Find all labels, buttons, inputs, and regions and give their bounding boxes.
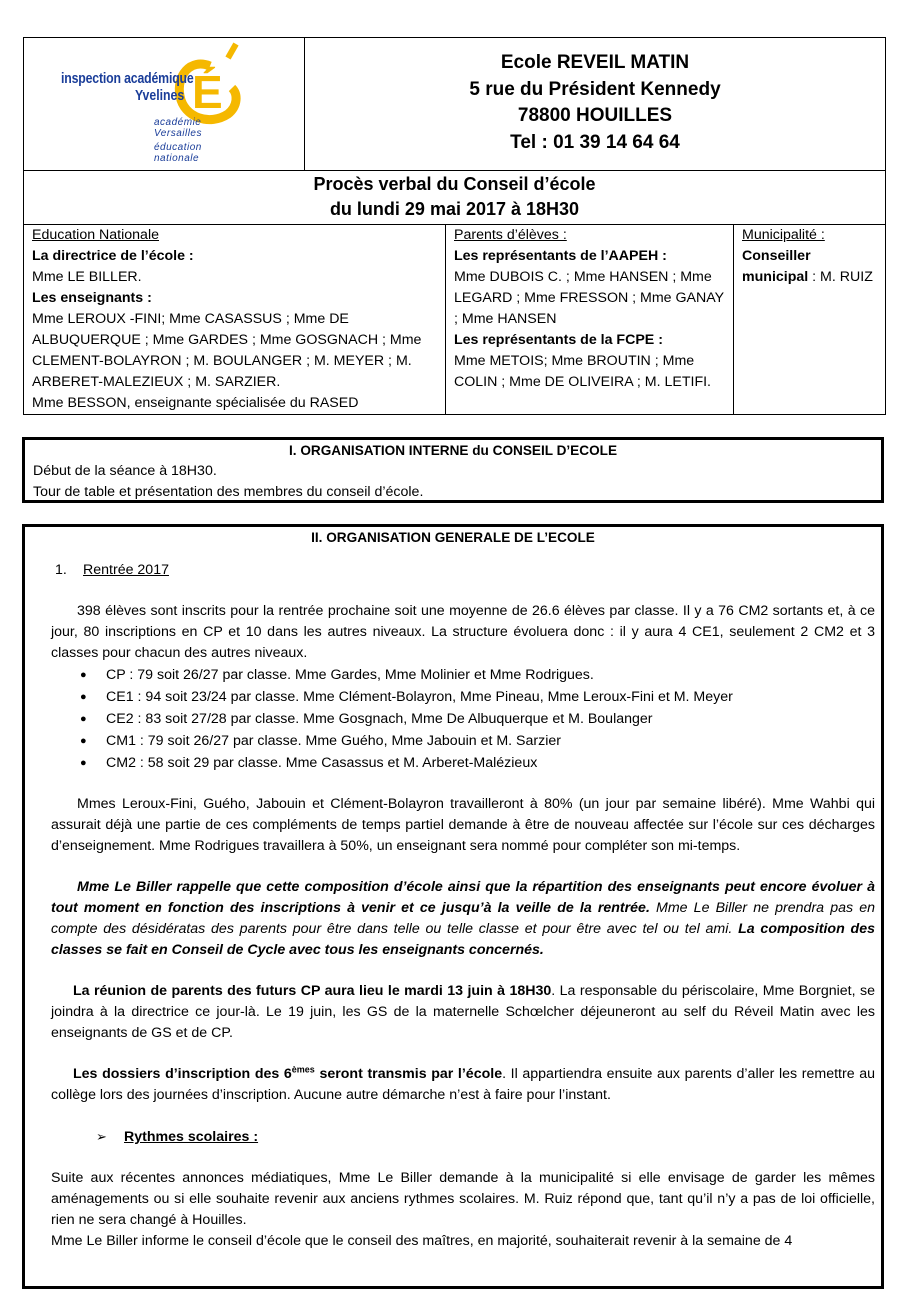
municipality-column — [734, 225, 886, 415]
parents-column — [446, 225, 734, 415]
paragraph-composition — [51, 877, 875, 961]
councillor-name: : M. RUIZ — [808, 269, 873, 285]
education-column — [24, 225, 446, 415]
cp-meeting-rest: . La responsable du périscolaire, Mme Borgniet, se joindra à la directrice ce jour-là. Le 19 juin, les GS de la maternelle Schœlcher déjeuneront au self du Réveil Matin avec les enseignants de GS et de CP. — [51, 983, 875, 1041]
teachers-list: Mme LEROUX -FINI; Mme CASASSUS ; Mme DE ALBUQUERQUE ; Mme GARDES ; Mme GOSGNACH ; Mme CLEMENT-BOLAYRON ; M. BOULANGER ; M. MEYER ; M. ARBERET-MALEZIEUX ; M. SARZIER. — [32, 311, 422, 390]
fcpe-list: Mme METOIS; Mme BROUTIN ; Mme COLIN ; Mme DE OLIVEIRA ; M. LETIFI. — [454, 353, 712, 390]
section-2 — [22, 524, 884, 1289]
subsection-number: 1. — [55, 562, 67, 578]
school-phone: Tel : 01 39 14 64 64 — [510, 131, 680, 153]
subsection-rythmes-title: Rythmes scolaires : — [124, 1129, 259, 1145]
fcpe-label: Les représentants de la FCPE : — [454, 332, 663, 348]
title-line2: du lundi 29 mai 2017 à 18H30 — [329, 199, 580, 219]
subsection-rentree — [55, 559, 875, 581]
logo-line2: Yvelines — [135, 87, 185, 104]
sixth-sup: èmes — [291, 1064, 315, 1075]
section-1-line2: Tour de table et présentation des membres du conseil d’école. — [33, 484, 424, 500]
class-list — [51, 664, 875, 774]
teachers-label: Les enseignants : — [32, 290, 152, 306]
document-title — [24, 171, 886, 225]
title-line1: Procès verbal du Conseil d’école — [313, 174, 596, 194]
cp-meeting-bold: La réunion de parents des futurs CP aura lieu le mardi 13 juin à 18H30 — [73, 983, 552, 999]
section-2-title: II. ORGANISATION GENERALE DE L’ECOLE — [311, 530, 595, 545]
school-name: Ecole REVEIL MATIN — [500, 52, 690, 73]
paragraph-rythmes: Suite aux récentes annonces médiatiques, Mme Le Biller demande à la municipalité si elle envisage de garder les mêmes aménagements ou si elle souhaite revenir aux anciens rythmes scolaires. M. Ruiz répond que, tant qu’il n’y a pas de loi officielle, rien ne sera changé à Houilles. — [51, 1170, 875, 1228]
logo-small1: académie — [154, 117, 202, 128]
paragraph-enrollment: 398 élèves sont inscrits pour la rentrée prochaine soit une moyenne de 26.6 élèves par classe. Il y a 76 CM2 sortants et, à ce jour, 80 inscriptions en CP et 10 dans les autres niveaux. La structure évoluera donc : il y aura 4 CE1, seulement 2 CM2 et 3 classes pour chacun des autres niveaux. — [51, 603, 875, 661]
parents-heading: Parents d’élèves : — [454, 227, 567, 243]
class-cm1: ● CM1 : 79 soit 26/27 par classe. Mme Guého, Mme Jabouin et M. Sarzier — [80, 730, 875, 752]
municipality-heading: Municipalité : — [742, 227, 825, 243]
composition-bold2: La composition des classes se fait en Conseil de Cycle avec tous les enseignants concernés. — [51, 921, 875, 958]
subsection-rentree-title: Rentrée 2017 — [83, 562, 169, 578]
director-name: Mme LE BILLER. — [32, 269, 142, 285]
arrow-icon: ➢ — [96, 1129, 107, 1144]
logo-small4: nationale — [154, 153, 200, 164]
subsection-rythmes — [96, 1126, 875, 1148]
aapeh-list: Mme DUBOIS C. ; Mme HANSEN ; Mme LEGARD ; Mme FRESSON ; Mme GANAY ; Mme HANSEN — [454, 269, 724, 327]
logo-line1: inspection académique — [61, 70, 194, 87]
section-1-line1: Début de la séance à 18H30. — [33, 463, 217, 479]
sixth-bold-b: seront transmis par l’école — [314, 1066, 503, 1082]
aapeh-label: Les représentants de l’AAPEH : — [454, 248, 667, 264]
director-label: La directrice de l’école : — [32, 248, 194, 264]
academy-logo — [24, 38, 305, 171]
sixth-rest: . Il appartiendra ensuite aux parents d’aller les remettre au collège lors des journées d’inscription. Aucune autre démarche n’est à faire pour l’instant. — [51, 1066, 875, 1103]
logo-letter: É — [192, 66, 223, 118]
class-ce2: ● CE2 : 83 soit 27/28 par classe. Mme Gosgnach, Mme De Albuquerque et M. Boulanger — [80, 708, 875, 730]
composition-italic: Mme Le Biller ne prendra pas en compte des désidératas des parents pour être dans telle ou telle classe et pour être avec tel ou tel ami. — [51, 900, 875, 937]
sixth-bold-a: Les dossiers d’inscription des 6 — [73, 1066, 292, 1082]
class-cm2: ● CM2 : 58 soit 29 par classe. Mme Casassus et M. Arberet-Malézieux — [80, 752, 875, 774]
paragraph-sixth-grade — [51, 1064, 875, 1106]
logo-small3: éducation — [154, 142, 202, 153]
section-1 — [22, 437, 884, 503]
paragraph-part-time: Mmes Leroux-Fini, Guého, Jabouin et Clément-Bolayron travailleront à 80% (un jour par semaine libéré). Mme Wahbi qui assurait déjà une partie de ces compléments de temps partiel demande à être de nouveau affectée sur l’école sur ces décharges d’enseignement. Mme Rodrigues travaillera à 50%, un enseignant sera nommé pour compléter son mi-temps. — [51, 796, 875, 854]
school-info — [305, 38, 886, 171]
education-heading: Education Nationale — [32, 227, 159, 243]
class-ce1: ● CE1 : 94 soit 23/24 par classe. Mme Clément-Bolayron, Mme Pineau, Mme Leroux-Fini et M. Meyer — [80, 686, 875, 708]
members-table — [23, 224, 886, 415]
composition-bold: Mme Le Biller rappelle que cette composition d’école ainsi que la répartition des enseignants peut encore évoluer à tout moment en fonction des inscriptions à venir et ce jusqu’à la veille de la rentrée. — [51, 879, 875, 916]
paragraph-cp-meeting — [51, 981, 875, 1044]
class-cp: ● CP : 79 soit 26/27 par classe. Mme Gardes, Mme Molinier et Mme Rodrigues. — [80, 664, 875, 686]
rased-member: Mme BESSON, enseignante spécialisée du RASED — [32, 395, 359, 411]
logo-small2: Versailles — [154, 128, 202, 139]
school-city: 78800 HOUILLES — [517, 105, 673, 126]
paragraph-four-days: Mme Le Biller informe le conseil d’école que le conseil des maîtres, en majorité, souhaiterait revenir à la semaine de 4 — [51, 1233, 793, 1249]
header-table — [23, 37, 886, 225]
councillor-label: Conseiller municipal — [742, 248, 811, 285]
school-street: 5 rue du Président Kennedy — [469, 78, 721, 100]
section-1-title: I. ORGANISATION INTERNE du CONSEIL D’ECOLE — [288, 443, 618, 458]
